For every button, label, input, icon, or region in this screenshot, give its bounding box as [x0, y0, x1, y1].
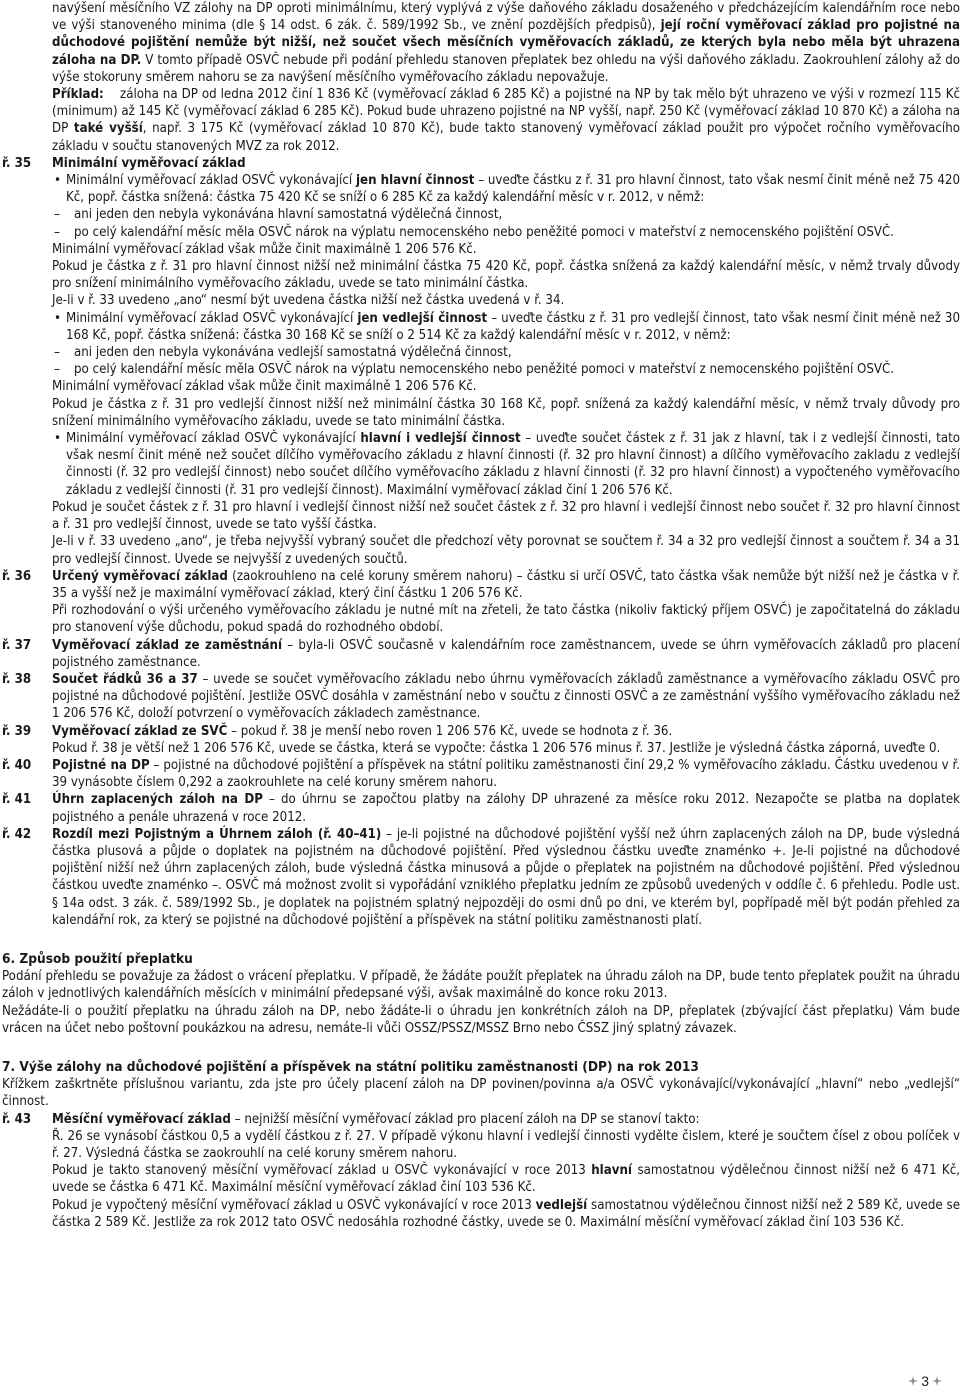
bullet-text: Minimální vyměřovací základ OSVČ vykonávající	[66, 431, 361, 447]
text-part: samostatnou výdělečnou činnost nižší než 2 589 Kč, uvede se částka 2 589 Kč. Jestliže za rok 2012 tato OSVČ nedosáhla rozhodné částky, uvede se 0. Maximální měsíční vyměřovací základ činí 103 536 Kč.	[52, 1197, 960, 1230]
section-heading: 7. Výše zálohy na důchodové pojištění a příspěvek na státní politiku zaměstnanosti (DP) na rok 2013	[2, 1058, 699, 1075]
row-number: ř. 36	[2, 568, 32, 584]
row-body: – je-li pojistné na důchodové pojištění vyšší než úhrn zaplacených záloh na DP, bude výsledná částka plusová a půjde o doplatek na pojistném na důchodové pojištění. Před výslednou částku uveďte znaménko +. Je-li pojistné na důchodové pojištění nižší než úhrn zaplacených záloh, bude výsledná částka minusová a půjde o přeplatek na pojistném na důchodové pojištění. Před výslednou částkou uveďte znaménko –. OSVČ má možnost zvolit si vypořádání vzniklého přeplatku jedním ze způsobů uvedených v oddíle č. 6 přehledu. Podle ust. § 14a odst. 3 zák. č. 589/1992 Sb., je doplatek na pojistném splatný nejpozději do osmi dnů po dni, ve kterém byl, popřípadě měl být podán přehled za kalendářní rok, za který se pojistné na důchodové pojištění a příspěvek na státní politiku zaměstnanosti platí.	[52, 826, 960, 928]
row-body: – byla-li OSVČ současně v kalendářním roce zaměstnancem, uvede se úhrn vyměřovacích základů pro placení pojistného zaměstnance.	[52, 637, 960, 670]
example-text	[52, 86, 960, 155]
section-7	[0, 1059, 960, 1111]
row-38-section	[0, 671, 960, 723]
row-body: – uvede se součet vyměřovacího základu nebo úhrnu vyměřovacích základů zaměstnance a vyměřovacího základu OSVČ pro pojistné na důchodové pojištění. Jestliže OSVČ dosáhla v zaměstnání nebo v součtu z činnosti OSVČ a ze zaměstnání vyššího vyměřovacího základu než 1 206 576 Kč, doloží potvrzení o vyměřovacích základech zaměstnance.	[52, 671, 960, 722]
row-title: Vyměřovací základ ze zaměstnání	[52, 637, 283, 653]
paragraph: Je-li v ř. 33 uvedeno „ano“, je třeba nejvyšší vybraný součet dle předchozí věty porovnat se součtem ř. 34 a 32 pro vedlejší činnost a součtem ř. 34 a 31 pro vedlejší činnost. Uvede se nejvyšší z uvedených součtů.	[52, 534, 960, 567]
row-title: Pojistné na DP	[52, 757, 150, 773]
bullet-text-2: – uveďte součet částek z ř. 31 jak z hlavní, tak i z vedlejší činnosti, tato však nesmí činit méně než součet dílčího vyměřovacího základu z hlavní činnosti (ř. 32 pro hlavní činnost) a dílčího vyměřovacího zakladu z vedlejší činnosti (ř. 32 pro vedlejší činnost) nebo součet dílčího vyměřovacího základu z hlavní činnosti (ř. 32 pro hlavní činnost) a vypočteného vyměřovacího základu z vedlejší činnosti (ř. 31 pro vedlejší činnost). Maximální vyměřovací základ činí 1 206 576 Kč.	[66, 431, 960, 498]
bullet-bold: jen hlavní činnost	[355, 173, 475, 189]
paragraph: Pokud ř. 38 je větší než 1 206 576 Kč, uvede se částka, která se vypočte: částka 1 206 576 minus ř. 37. Jestliže je výsledná částka záporná, uveďte 0.	[52, 740, 941, 756]
text-bold: vedlejší	[535, 1197, 588, 1213]
intro-bold-text: její roční vyměřovací základ pro pojistné na důchodové pojištění nemůže být nižší, než součet všech měsíčních vyměřovacích základů, ze kterých byla nebo měla být uhrazena záloha na DP.	[52, 18, 960, 68]
page-footer	[908, 1373, 942, 1390]
intro-text: navýšení měsíčního VZ zálohy na DP oproti minimálnímu, který vyplývá z výše daňového základu dosaženého v předcházejícím kalendářním roce nebo ve výši stanoveného minima (dle § 14 odst. 6 zák. č. 589/1992 Sb., ve znění pozdějších předpisů),	[52, 1, 960, 34]
bullet-side-activity	[52, 310, 960, 344]
paragraph	[52, 1197, 960, 1231]
row-body: – pokud ř. 38 je menší nebo roven 1 206 576 Kč, uvede se hodnota z ř. 36.	[227, 723, 673, 739]
text-part: Pokud je vypočtený měsíční vyměřovací základ u OSVČ vykonávající v roce 2013	[52, 1197, 536, 1213]
bullet-text: Minimální vyměřovací základ OSVČ vykonávající	[66, 173, 356, 189]
bullet-text-2: – uveďte částku z ř. 31 pro vedlejší činnost, tato však nesmí činit méně než 30 168 Kč, popř. částka snížená: částka 30 168 Kč se sníží o 2 514 Kč za každý kalendářní měsíc v r. 2012, v němž:	[66, 310, 960, 343]
intro-block	[0, 0, 960, 155]
row-text	[52, 671, 960, 723]
dash-item: – po celý kalendářní měsíc měla OSVČ nárok na výplatu nemocenského nebo peněžité pomoci v mateřství z nemocenského pojištění OSVČ.	[52, 224, 960, 241]
sparkle-icon	[908, 1376, 918, 1386]
page-number: 3	[921, 1372, 929, 1389]
row-42-section	[0, 826, 960, 929]
intro-paragraph	[52, 0, 960, 86]
paragraph	[52, 1162, 960, 1196]
bullet-bold: hlavní i vedlejší činnost	[360, 431, 521, 447]
row-title: Vyměřovací základ ze SVČ	[52, 723, 228, 739]
paragraph: Ř. 26 se vynásobí částkou 0,5 a vydělí částkou z ř. 27. V případě výkonu hlavní i vedlejší činnosti vydělte čislem, které je součtem čísel z obou políček v ř. 27. Výsledná částka se zaokrouhlí na celé koruny směrem nahoru.	[52, 1128, 960, 1161]
row-text	[52, 568, 960, 602]
row-35-section	[0, 155, 960, 568]
text-bold: hlavní	[591, 1163, 632, 1179]
row-title: Určený vyměřovací základ	[52, 568, 228, 584]
example-text-part2: , např. 3 175 Kč (vyměřovací základ 10 870 Kč), bude takto stanovený vyměřovací základ použit pro výpočet ročního vyměřovacího základu v součtu stanovených MVZ za rok 2012.	[52, 121, 960, 154]
row-text	[52, 791, 960, 825]
text-part: samostatnou výdělečnou činnost nižší než 6 471 Kč, uvede se částka 6 471 Kč. Maximální měsíční vyměřovací základ činí 103 536 Kč.	[52, 1163, 960, 1196]
row-number: ř. 39	[2, 723, 32, 739]
row-text	[52, 1111, 960, 1128]
row-text	[52, 826, 960, 929]
dash-item: – ani jeden den nebyla vykonávána hlavní samostatná výdělečná činnost,	[52, 206, 960, 223]
example-text-part1: záloha na DP od ledna 2012 činí 1 836 Kč (vyměřovací základ 6 285 Kč) a pojistné na NP by tak mělo být uhrazeno ve výši v rozmezí 115 Kč (minimum) až 145 Kč (vyměřovací základ 6 285 Kč). Pokud bude uhrazeno pojistné na NP vyšší, např. 250 Kč (vyměřovací základ 10 870 Kč) a záloha na DP	[52, 87, 960, 137]
section-6	[0, 951, 960, 1037]
paragraph: Pokud je částka z ř. 31 pro hlavní činnost nižší než minimální částka 75 420 Kč, popř. částka snížená za každý kalendářní měsíc, v němž trvaly důvody pro snížení minimálního vyměřovacího základu, uvede se tato minimální částka.	[52, 259, 960, 292]
row-41-section	[0, 791, 960, 825]
bullet-both-activities	[52, 430, 960, 499]
bullet-bold: jen vedlejší činnost	[357, 310, 488, 326]
paragraph: Pokud je částka z ř. 31 pro vedlejší činnost nižší než minimální částka 30 168 Kč, popř. snížená za každý kalendářní měsíc, v němž trvaly důvody pro snížení minimálního vyměřovacího základu, uvede se tato minimální částka.	[52, 396, 960, 429]
example-label: Příklad:	[52, 87, 104, 103]
row-number: ř. 40	[2, 757, 32, 773]
example-block	[52, 86, 960, 155]
row-number: ř. 43	[2, 1111, 32, 1127]
row-number: ř. 41	[2, 792, 32, 808]
row-title: Úhrn zaplacených záloh na DP	[52, 792, 263, 808]
row-title: Součet řádků 36 a 37	[52, 671, 198, 687]
row-number: ř. 38	[2, 671, 32, 687]
paragraph: Pokud je součet částek z ř. 31 pro hlavní i vedlejší činnost nižší než součet částek z ř. 32 pro hlavní i vedlejší činnost nebo součet ř. 32 pro hlavní činnost a ř. 31 pro vedlejší činnost, uvede se tato vyšší částka.	[52, 499, 960, 533]
max-note: Minimální vyměřovací základ však může činit maximálně 1 206 576 Kč.	[52, 241, 477, 257]
row-number: ř. 42	[2, 826, 32, 842]
paragraph: Je-li v ř. 33 uvedeno „ano“ nesmí být uvedena částka nižší než částka uvedená v ř. 34.	[52, 293, 565, 309]
bullet-main-activity	[52, 172, 960, 206]
row-title: Minimální vyměřovací základ	[52, 155, 246, 171]
dash-item: – ani jeden den nebyla vykonávána vedlejší samostatná výdělečná činnost,	[52, 344, 960, 361]
sparkle-icon	[932, 1376, 942, 1386]
row-title: Měsíční vyměřovací základ	[52, 1111, 231, 1127]
row-body: (zaokrouhleno na celé koruny směrem nahoru) – částku si určí OSVČ, tato částka však nemůže být nižší než je částka v ř. 35 a vyšší než je maximální vyměřovací základ, který činí částku 1 206 576 Kč.	[52, 568, 960, 601]
row-text	[52, 757, 960, 791]
paragraph: Při rozhodování o výši určeného vyměřovacího základu je nutné mít na zřeteli, že tato částka (nikoliv faktický příjem OSVČ) je započitatelná do základu pro stanovení výše důchodu, pokud spadá do rozhodného období.	[52, 603, 960, 636]
row-40-section	[0, 757, 960, 791]
row-39-section	[0, 723, 960, 757]
intro-text-2: V tomto případě OSVČ nebude při podání přehledu stanoven přeplatek bez ohledu na výši daňového základu. Zaokrouhlení zálohy až do výše stokoruny směrem nahoru se za navýšení měsíčního vyměřovacího základu nepovažuje.	[52, 52, 960, 85]
row-37-section	[0, 637, 960, 671]
row-36-section	[0, 568, 960, 637]
section-heading: 6. Způsob použití přeplatku	[2, 950, 193, 967]
text-part: Pokud je takto stanovený měsíční vyměřovací základ u OSVČ vykonávající v roce 2013	[52, 1163, 592, 1179]
row-number: ř. 37	[2, 637, 32, 653]
bullet-text-2: – uveďte částku z ř. 31 pro hlavní činnost, tato však nesmí činit méně než 75 420 Kč, popř. částka snížená: částka 75 420 Kč se sníží o 6 285 Kč za každý kalendářní měsíc v r. 2012, v němž:	[66, 173, 960, 206]
bullet-text: Minimální vyměřovací základ OSVČ vykonávající	[66, 310, 358, 326]
paragraph: Nežádáte-li o použití přeplatku na úhradu záloh na DP, nebo žádáte-li o úhradu jen konkrétních záloh na DP, přeplatek (zbývající část přeplatku) Vám bude vrácen na účet nebo poštovní poukázkou na adresu, nemáte-li vůči OSSZ/PSSZ/MSSZ Brno nebo ČSSZ jiný splatný závazek.	[2, 1003, 960, 1036]
row-text	[52, 723, 960, 740]
row-text	[52, 637, 960, 671]
row-title: Rozdíl mezi Pojistným a Úhrnem záloh (ř. 40–41)	[52, 826, 382, 842]
row-body: – do úhrnu se započtou platby na zálohy DP uhrazené za měsíce roku 2012. Nezapočte se platba na doplatek pojistného a penále uhrazená v roce 2012.	[52, 792, 960, 825]
row-body: – pojistné na důchodové pojištění a příspěvek na státní politiku zaměstnanosti činí 29,2 % vyměřovacího základu. Částku uvedenou v ř. 39 vynásobte číslem 0,292 a zaokrouhlete na celé koruny směrem nahoru.	[52, 757, 960, 791]
paragraph: Podání přehledu se považuje za žádost o vrácení přeplatku. V případě, že žádáte použít přeplatek na úhradu záloh na DP, bude tento přeplatek použit na úhradu záloh v jednotlivých kalendářních měsících v minimální předepsané výši, avšak maximálně do konce roku 2013.	[2, 969, 960, 1002]
example-bold: také vyšší	[73, 121, 143, 137]
max-note: Minimální vyměřovací základ však může činit maximálně 1 206 576 Kč.	[52, 379, 477, 395]
row-body: – nejnižší měsíční vyměřovací základ pro placení záloh na DP se stanoví takto:	[230, 1111, 700, 1127]
paragraph: Křížkem zaškrtněte příslušnou variantu, zda jste pro účely placení záloh na DP povinen/povinna a/a OSVČ vykonávající/vykonávající „hlavní“ nebo „vedlejší“ činnost.	[2, 1077, 960, 1110]
row-number: ř. 35	[2, 155, 32, 171]
dash-item: – po celý kalendářní měsíc měla OSVČ nárok na výplatu nemocenského nebo peněžité pomoci v mateřství z nemocenského pojištění OSVČ.	[52, 361, 960, 378]
row-43-section	[0, 1111, 960, 1231]
